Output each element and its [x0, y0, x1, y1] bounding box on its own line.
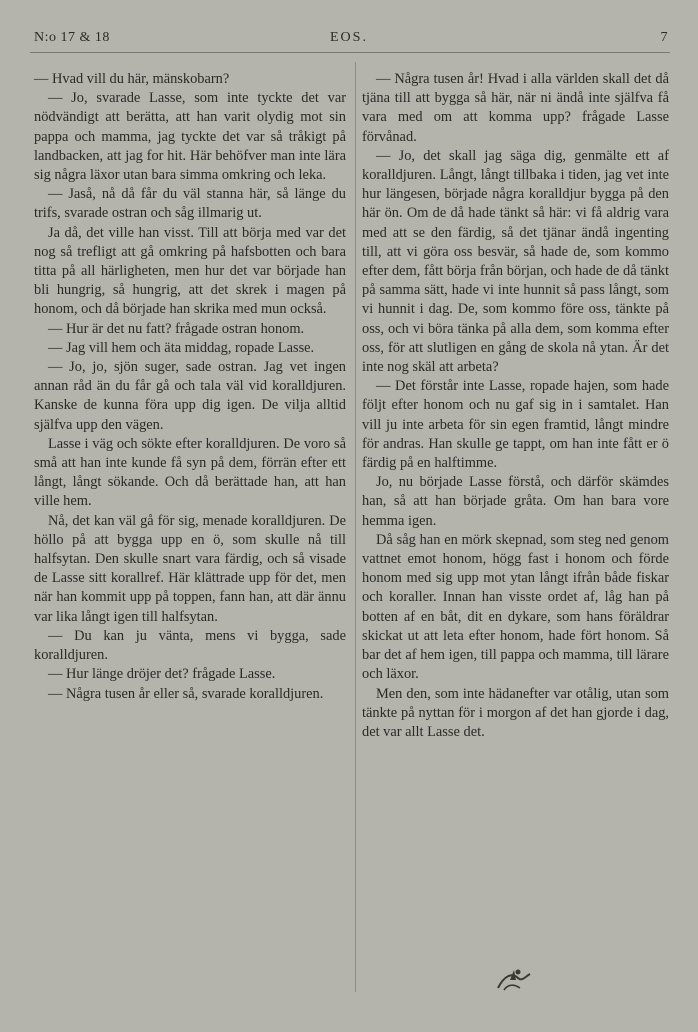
paragraph: Men den, som inte hädanefter var otålig, utan som tänkte på nyttan för i morgon af det han gjorde i dag, det var allt Lasse det. [362, 685, 669, 740]
paragraph: Då såg han en mörk skepnad, som steg ned genom vattnet emot honom, högg fast i honom och förde honom med sig upp mot ytan långt ifrån både fiskar och koraller. Innan han visste ordet af, låg han på botten af en båt, dit en dykare, som hans föräldrar skickat ut att leta efter honom, hade fört honom. Så bar det af hem igen, till pappa och mamma, till lärare och läxor. [362, 531, 669, 683]
right-column [362, 70, 669, 742]
paragraph: — Hvad vill du här, mänskobarn? [34, 71, 230, 87]
paragraph: — Jaså, nå då får du väl stanna här, så länge du trifs, svarade ostran och såg illmarig ut. [34, 186, 346, 222]
left-column [34, 70, 346, 704]
paragraph: Jo, nu började Lasse förstå, och därför skämdes han, så att han började gråta. Om han bara vore hemma igen. [362, 474, 669, 529]
column-divider [355, 62, 356, 992]
page-header [34, 30, 668, 52]
header-rule [30, 52, 670, 53]
end-ornament-icon [494, 966, 534, 994]
paragraph: — Det förstår inte Lasse, ropade hajen, som hade följt efter honom och nu gaf sig in i samtalet. Han vill ju inte arbeta för sin egen framtid, långt mindre för andras. Han skulle ge tappt, om han inte fått er ö färdig på en halftimme. [362, 378, 669, 472]
issue-number: N:o 17 & 18 [34, 30, 110, 45]
paragraph: Lasse i väg och sökte efter koralldjuren. De voro så små att han inte kunde få syn på dem, förrän efter ett långt, långt sökande. Och då berättade han, att han ville hem. [34, 435, 346, 510]
magazine-title: EOS. [330, 30, 368, 45]
paragraph: — Hur är det nu fatt? frågade ostran honom. [48, 320, 305, 337]
paragraph: — Du kan ju vänta, mens vi bygga, sade koralldjuren. [34, 627, 346, 664]
page-number: 7 [660, 30, 668, 45]
paragraph: — Jo, svarade Lasse, som inte tyckte det var nödvändigt att berätta, att han varit olydig mot sin pappa och mamma, jag tyckte det var så tråkigt på landbacken, att jag for hit. Här behöfver man inte lära sig några läxor utan bara simma omkring och leka. [34, 90, 346, 184]
paragraph: — Jo, det skall jag säga dig, genmälte ett af koralldjuren. Långt, långt tillbaka i tiden, jag vet inte hur längesen, började några koralldjur bygga på den här ön. Om de då hade tänkt så här: vi få aldrig vara med att se den färdig, så det tjänar ändå ingenting till, att vi göra oss besvär, så hade de, som kommo efter dem, fått börja från början, och hade de då tänkt på samma sätt, hade vi inte hunnit så pass långt, som vi hunnit i dag. De, som kommo före oss, tänkte på oss, och vi böra tänka på alla dem, som komma efter oss, för att slutligen en gång de skola nå ytan. Är det inte nog skäl att arbeta? [362, 147, 669, 376]
paragraph: Nå, det kan väl gå för sig, menade koralldjuren. De höllo på att bygga upp en ö, som skulle nå till halfsytan. Den skulle snart vara färdig, och så visade de Lasse sitt korallref. Här klättrade upp för det, men när han kommit upp på toppen, fann han, att där ännu var lika långt igen till halfsytan. [34, 512, 346, 625]
paragraph: — Hur länge dröjer det? frågade Lasse. [48, 666, 276, 683]
paragraph: — Jo, jo, sjön suger, sade ostran. Jag vet ingen annan råd än du får gå och tala väl vid koralldjuren. Kanske de kunna föra upp dig igen. De vilja alltid själfva upp den vägen. [34, 359, 346, 433]
paragraph: Ja då, det ville han visst. Till att börja med var det nog så trefligt att gå omkring på hafsbotten och bara titta på all härligheten, men hur det var började han bli hungrig, så hungrig, att det skrek i magen på honom, och då började han skrika med mun också. [34, 224, 346, 318]
paragraph: — Jag vill hem och äta middag, ropade Lasse. [48, 339, 315, 356]
paragraph: — Några tusen år eller så, svarade koralldjuren. [48, 685, 324, 702]
paragraph: — Några tusen år! Hvad i alla världen skall det då tjäna till att bygga så här, när ni ändå inte själfva få vara med om att komma upp? frågade Lasse förvånad. [362, 71, 669, 145]
